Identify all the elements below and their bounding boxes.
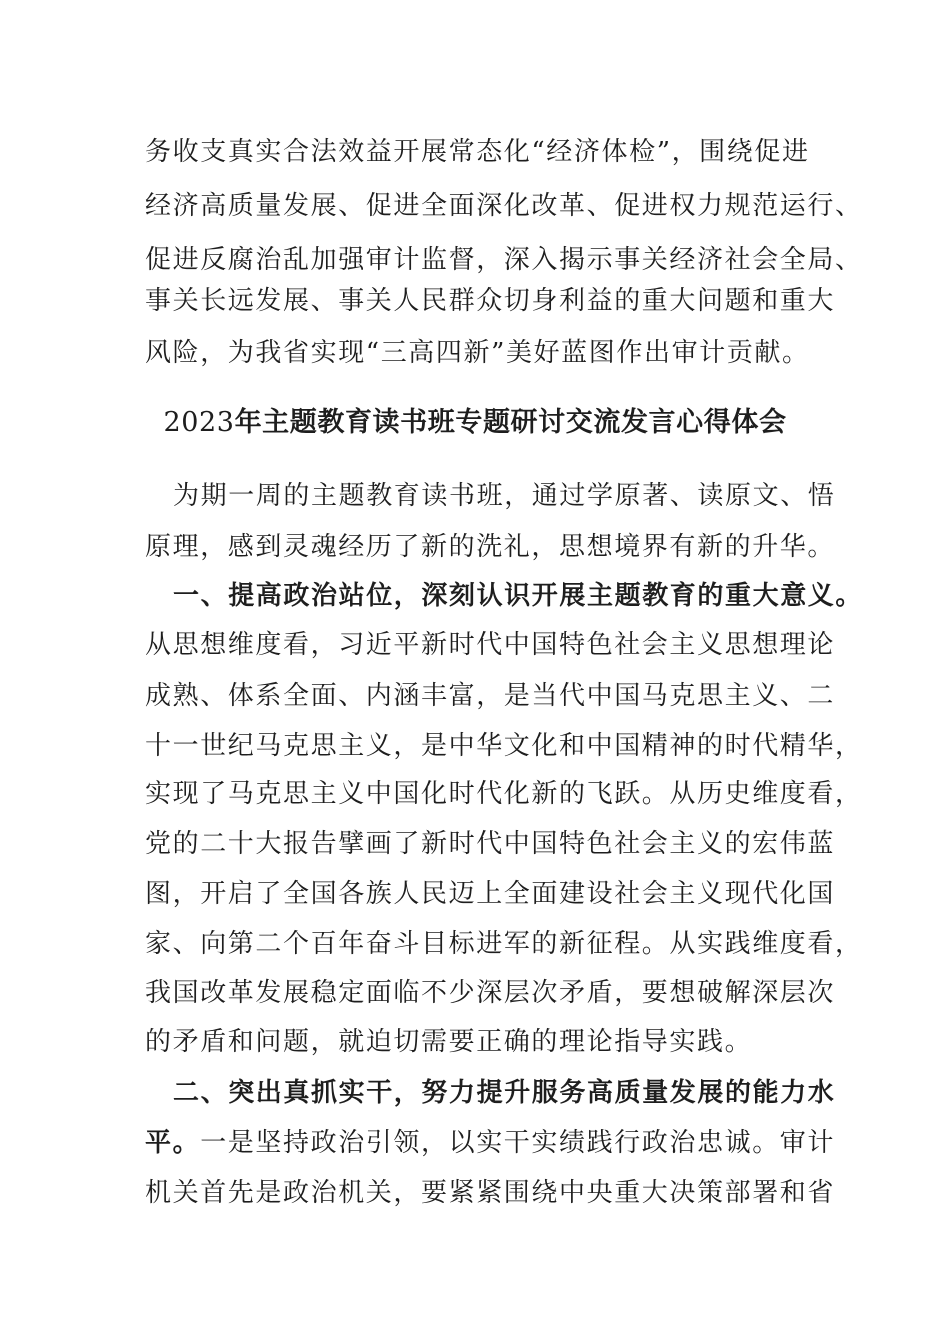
paragraph-line: 原理，感到灵魂经历了新的洗礼，思想境界有新的升华。 xyxy=(145,532,836,562)
article-title xyxy=(0,404,950,442)
section1-line: 十一世纪马克思主义，是中华文化和中国精神的时代精华， xyxy=(145,731,863,761)
section1-heading: 一、提高政治站位，深刻认识开展主题教育的重大意义。 xyxy=(173,581,864,611)
section1-line: 图，开启了全国各族人民迈上全面建设社会主义现代化国 xyxy=(145,879,836,909)
section2-heading: 二、突出真抓实干，努力提升服务高质量发展的能力水 xyxy=(173,1078,836,1108)
section2-heading-end: 平。 xyxy=(145,1128,201,1158)
section2-line: 机关首先是政治机关，要紧紧围绕中央重大决策部署和省 xyxy=(145,1178,836,1208)
section1-line: 家、向第二个百年奋斗目标进军的新征程。从实践维度看， xyxy=(145,929,863,959)
section1-line: 的矛盾和问题，就迫切需要正确的理论指导实践。 xyxy=(145,1027,753,1057)
intro-line: 务收支真实合法效益开展常态化“经济体检”，围绕促进 xyxy=(145,137,810,167)
section1-line: 我国改革发展稳定面临不少深层次矛盾，要想破解深层次 xyxy=(145,978,836,1008)
intro-line: 事关长远发展、事关人民群众切身利益的重大问题和重大 xyxy=(145,286,836,316)
title-text: 年主题教育读书班专题研讨交流发言心得体会 xyxy=(234,407,787,438)
intro-line: 促进反腐治乱加强审计监督，深入揭示事关经济社会全局、 xyxy=(145,245,863,275)
section1-line: 从思想维度看，习近平新时代中国特色社会主义思想理论 xyxy=(145,630,836,660)
intro-line: 经济高质量发展、促进全面深化改革、促进权力规范运行、 xyxy=(145,191,863,221)
section2-line xyxy=(145,1125,836,1161)
intro-line: 风险，为我省实现“三高四新”美好蓝图作出审计贡献。 xyxy=(145,338,810,368)
section2-text: 一是坚持政治引领，以实干实绩践行政治忠诚。审计 xyxy=(200,1128,836,1158)
paragraph-line: 为期一周的主题教育读书班，通过学原著、读原文、悟 xyxy=(173,481,836,511)
section1-line: 党的二十大报告擘画了新时代中国特色社会主义的宏伟蓝 xyxy=(145,829,836,859)
title-year: 2023 xyxy=(163,407,235,438)
section1-line: 成熟、体系全面、内涵丰富，是当代中国马克思主义、二 xyxy=(145,681,836,711)
section1-line: 实现了马克思主义中国化时代化新的飞跃。从历史维度看， xyxy=(145,779,863,809)
